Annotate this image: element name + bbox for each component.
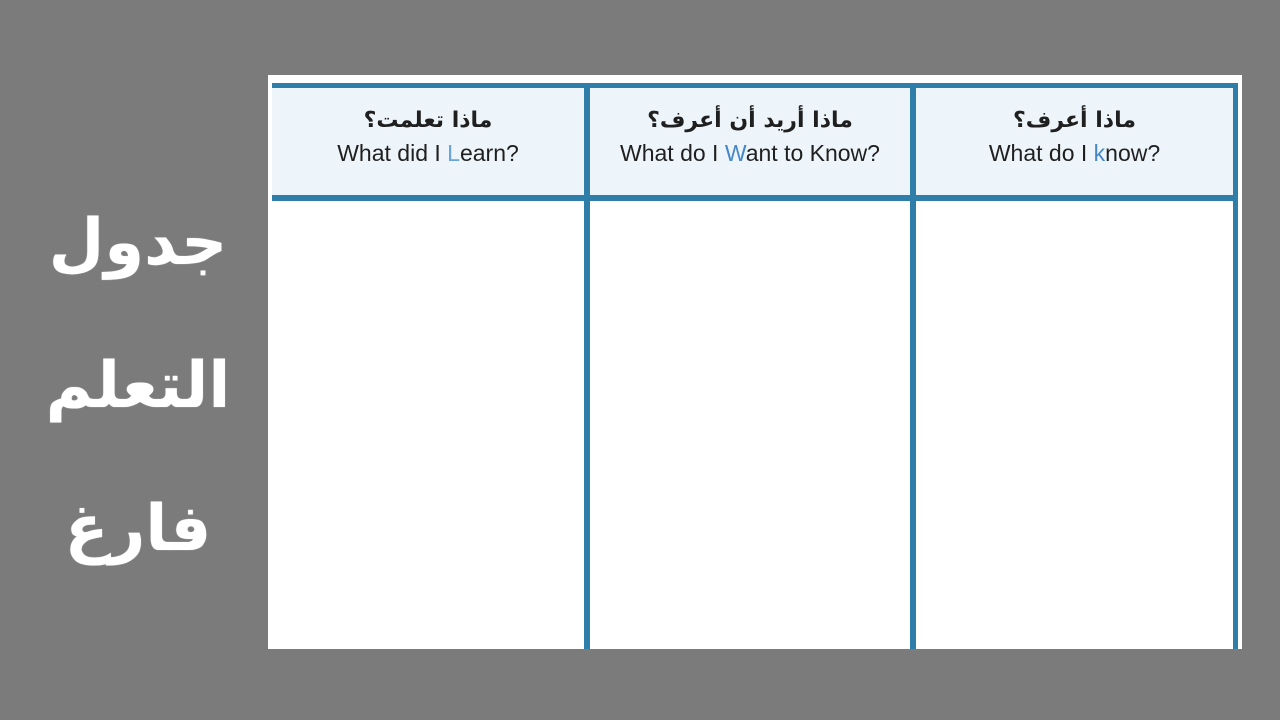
kwl-column-want: [584, 88, 910, 649]
kwl-column-know: [910, 88, 1233, 649]
accent-letter-k: k: [1093, 140, 1106, 166]
kwl-header-want-arabic: ماذا أريد أن أعرف؟: [647, 108, 853, 133]
english-prefix: What do I: [620, 140, 725, 166]
accent-letter-L: L: [447, 140, 460, 166]
accent-letter-W: W: [724, 140, 746, 166]
kwl-header-want-english: [590, 137, 910, 170]
kwl-header-know-english: [916, 137, 1233, 170]
kwl-header-learn: [272, 88, 584, 201]
english-suffix: earn?: [459, 140, 519, 166]
english-prefix: What did I: [337, 140, 448, 166]
side-title-line-3: فارغ: [64, 492, 212, 566]
kwl-header-want: [590, 88, 910, 201]
worksheet-page: [268, 75, 1242, 649]
kwl-header-learn-arabic: ماذا تعلمت؟: [363, 108, 493, 133]
kwl-table: [272, 83, 1238, 649]
english-suffix: ant to Know?: [745, 140, 880, 166]
kwl-column-learn: [272, 88, 584, 649]
side-title: [22, 195, 254, 577]
kwl-cell-learn: [272, 201, 584, 649]
kwl-header-learn-english: [272, 137, 584, 170]
kwl-header-know: [916, 88, 1233, 201]
kwl-cell-want: [590, 201, 910, 649]
kwl-header-know-arabic: ماذا أعرف؟: [1013, 108, 1136, 133]
side-title-line-1: جدول: [48, 206, 228, 280]
kwl-cell-know: [916, 201, 1233, 649]
side-title-line-2: التعلم: [45, 349, 231, 423]
english-suffix: now?: [1105, 140, 1161, 166]
english-prefix: What do I: [988, 140, 1094, 166]
